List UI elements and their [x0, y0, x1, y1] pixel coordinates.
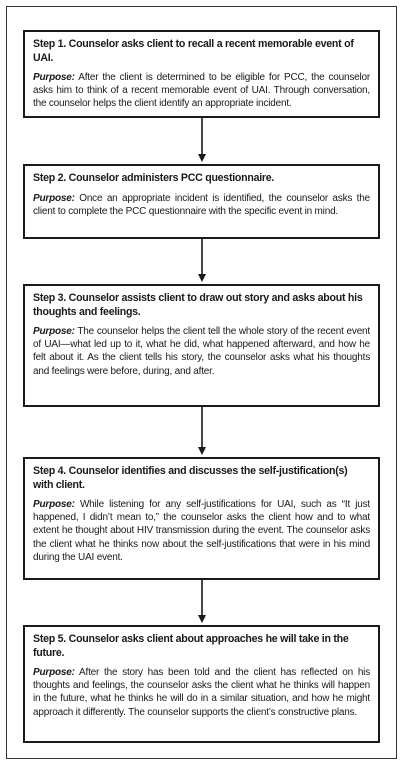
step-1-purpose-label: Purpose: — [33, 72, 75, 83]
step-1-purpose — [33, 71, 370, 111]
step-3-purpose-text: The counselor helps the client tell the whole story of the recent event of UAI—what led up to it, what he did, what happened afterward, and how he felt about it. As the client tells his story, the counselor asks what his thoughts and feelings were before, during, and after. — [33, 326, 370, 377]
step-4-title: Step 4. Counselor identifies and discusses the self-justification(s) with client. — [33, 465, 348, 491]
step-1-box — [23, 30, 380, 118]
step-3-box — [23, 284, 380, 407]
step-2-purpose-text: Once an appropriate incident is identified, the counselor asks the client to complete the PCC questionnaire with the specific event in mind. — [33, 192, 370, 217]
step-1-title: Step 1. Counselor asks client to recall a recent memorable event of UAI. — [33, 38, 354, 64]
step-4-purpose — [33, 498, 370, 564]
step-2-title: Step 2. Counselor administers PCC questionnaire. — [33, 172, 275, 184]
step-3-purpose — [33, 325, 370, 378]
step-4-box — [23, 457, 380, 580]
step-1-purpose-text: After the client is determined to be eligible for PCC, the counselor asks him to think of a recent memorable event of UAI. Through conversation, the counselor helps the client identify an appropriate incident. — [33, 72, 370, 110]
step-5-purpose-label: Purpose: — [33, 667, 75, 678]
step-3-purpose-label: Purpose: — [33, 326, 75, 337]
step-2-purpose — [33, 192, 370, 218]
step-4-purpose-label: Purpose: — [33, 499, 75, 510]
step-3-title: Step 3. Counselor assists client to draw out story and asks about his thoughts and feelings. — [33, 292, 363, 318]
step-2-purpose-label: Purpose: — [33, 192, 75, 204]
step-5-title: Step 5. Counselor asks client about approaches he will take in the future. — [33, 633, 349, 659]
step-5-box — [23, 625, 380, 743]
step-2-box — [23, 164, 380, 239]
step-5-purpose-text: After the story has been told and the client has reflected on his thoughts and feelings, the counselor asks the client what he thinks will happen in the future, what he thinks he will do in a similar situation, and how he might approach it differently. The counselor supports the client’s constructive plans. — [33, 667, 370, 718]
step-5-purpose — [33, 666, 370, 719]
step-4-purpose-text: While listening for any self-justifications for UAI, such as “It just happened, I didn’t mean to,” the counselor asks the client how and to what extent he thought about HIV transmission during the event. The counselor asks the client what he thinks now about the self-justifications that were in his mind during the UAI event. — [33, 499, 370, 563]
